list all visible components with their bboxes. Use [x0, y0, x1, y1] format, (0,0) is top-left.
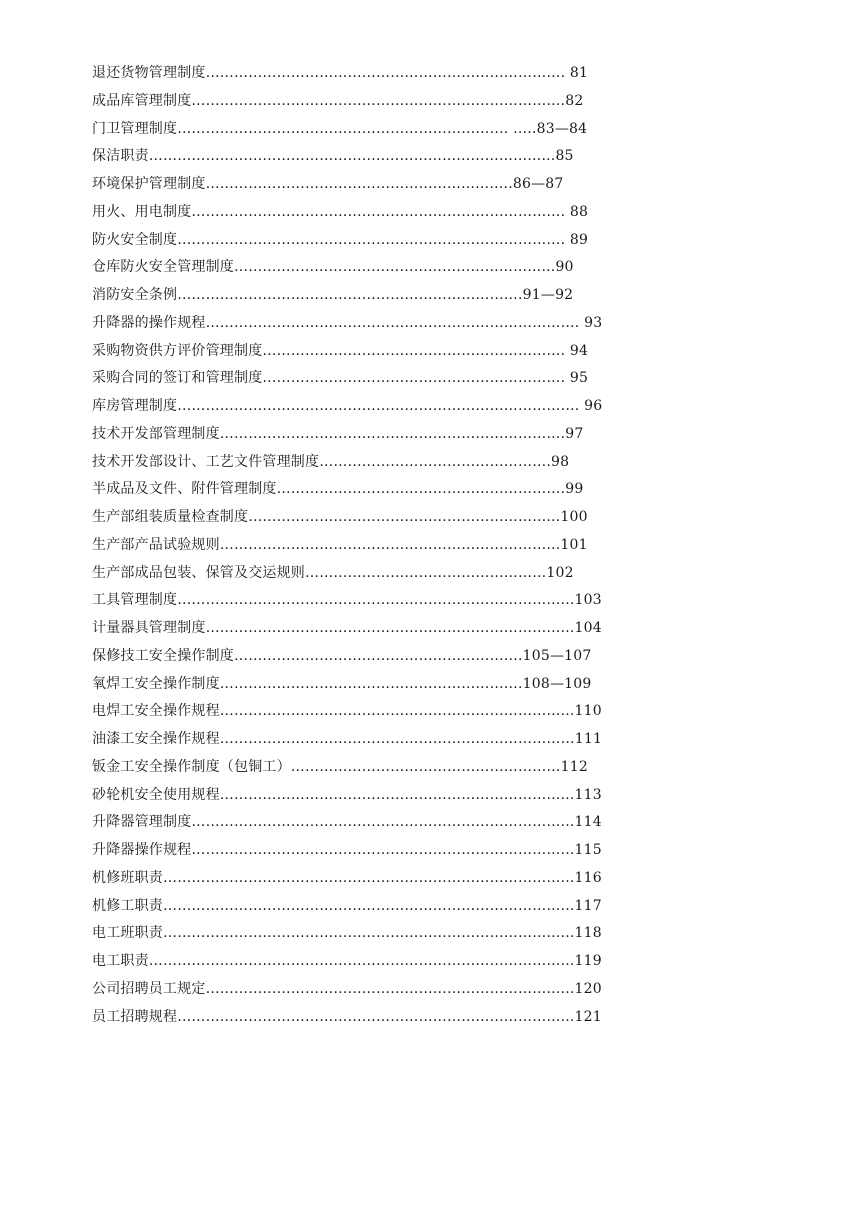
- toc-entry: 电工职责……………………………………………………………………………...119: [92, 953, 602, 969]
- toc-entry: 保洁职责…………………………………………..……………………………...85: [92, 148, 574, 165]
- toc-entry: 电焊工安全操作规程………………………………………………………………...110: [92, 703, 602, 720]
- toc-entry: 成品库管理制度…………………………………………………………………….82: [92, 92, 584, 109]
- toc-entry: 门卫管理制度……………………………………………………………. …..83—84: [92, 120, 588, 137]
- toc-entry: 机修班职责…………………………………………………………………………...116: [92, 869, 602, 886]
- toc-entry: 防火安全制度………………………………………………………………………. 89: [92, 231, 589, 248]
- toc-entry: 公司招聘员工规定…………………………………………………………………...120: [92, 980, 602, 997]
- toc-entry: 升降器的操作规程……………………………………………………………………. 93: [92, 314, 603, 331]
- toc-entry: 采购物资供方评价管理制度………………………………………………………. 94: [92, 342, 589, 359]
- toc-entry: 消防安全条例……………………………………………………………….91—92: [92, 287, 574, 303]
- toc-entry: 油漆工安全操作规程…………………………………………………………………111: [92, 731, 603, 747]
- toc-entry: 保修技工安全操作制度…………………………………………………….105—107: [92, 647, 592, 664]
- toc-entry: 升降器操作规程……………………………………………………………………...115: [92, 842, 602, 858]
- toc-entry: 氧焊工安全操作制度……………………………………………………….108—109: [92, 675, 592, 692]
- table-of-contents: [92, 60, 612, 1031]
- toc-entry: 工具管理制度………………………………………………………………………...103: [92, 592, 602, 609]
- toc-entry: 生产部组装质量检查制度………………………………………………………...100: [92, 509, 588, 525]
- toc-entry: 计量器具管理制度…………………………………………………………………...104: [92, 620, 602, 636]
- toc-entry: 仓库防火安全管理制度………..………………………………………………...90: [92, 259, 574, 276]
- toc-entry: 采购合同的签订和管理制度………………………………………………………. 95: [92, 370, 589, 387]
- toc-entry: 机修工职责…………………………………………………………………………...117: [92, 897, 602, 914]
- toc-entry: 退还货物管理制度…………………………………………………………………. 81: [92, 65, 589, 81]
- toc-entry: 库房管理制度…………………………………………………………………………. 96: [92, 398, 603, 414]
- toc-entry: 用火、用电制度……………………………………………………………………. 88: [92, 203, 589, 220]
- toc-entry: 钣金工安全操作制度（包铜工）…………………………………………………112: [92, 758, 588, 775]
- toc-entry: 员工招聘规程………………………………………………………………………...121: [92, 1008, 602, 1025]
- toc-entry: 升降器管理制度……………………………………………………………………...114: [92, 814, 602, 831]
- toc-entry: 电工班职责…………………………………………………………………………...118: [92, 925, 602, 942]
- toc-entry: 生产部产品试验规则……………………………………………………………...101: [92, 536, 588, 553]
- toc-entry: 技术开发部管理制度……………………………………………………………….97: [92, 425, 584, 442]
- toc-entry: 技术开发部设计、工艺文件管理制度………………………………………….98: [92, 453, 570, 470]
- toc-entry: 生产部成品包装、保管及交运规则……………………………………………102: [92, 564, 574, 581]
- toc-entry: 砂轮机安全使用规程………………………………………………………………...113: [92, 786, 602, 803]
- toc-entry: 环境保护管理制度……………………………………………...………..86—87: [92, 176, 564, 192]
- toc-entry: 半成品及文件、附件管理制度…………………………………………………….99: [92, 481, 584, 498]
